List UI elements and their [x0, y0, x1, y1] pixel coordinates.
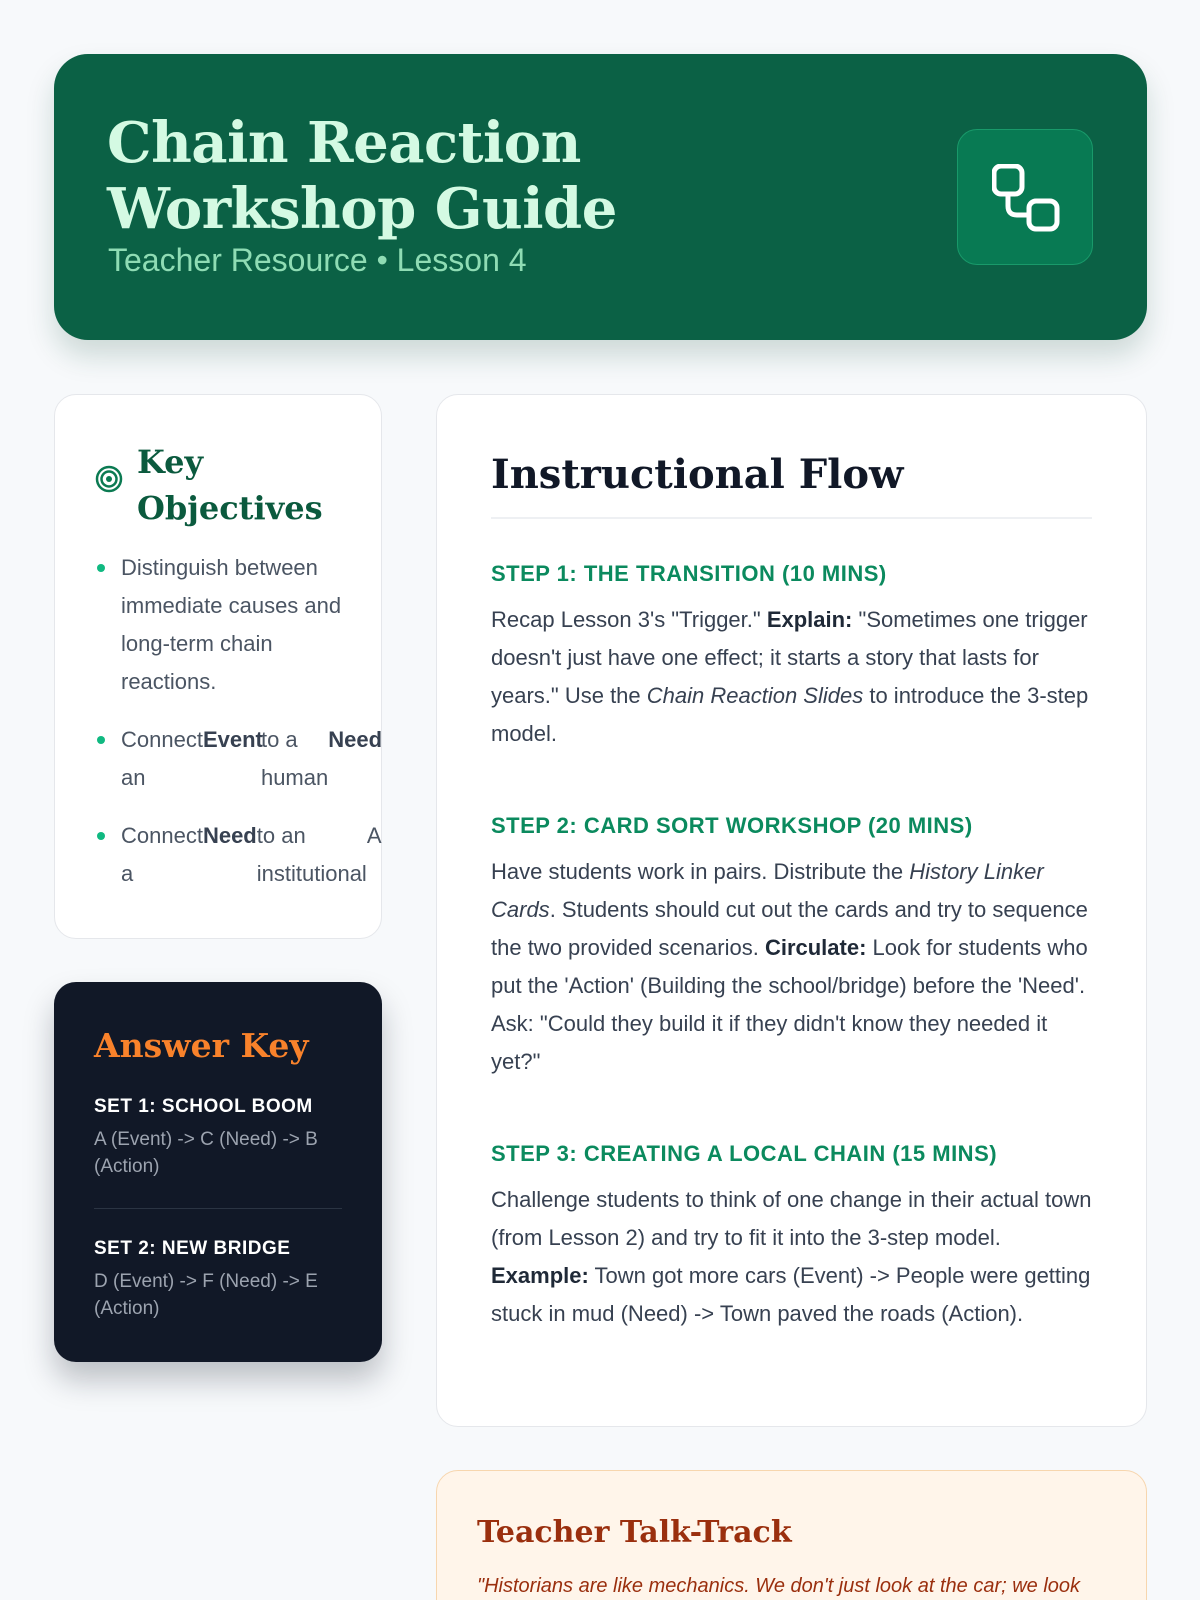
- answer-key-title: Answer Key: [94, 1026, 309, 1065]
- answer-set-value: D (Event) -> F (Need) -> E (Action): [94, 1271, 318, 1319]
- instructional-flow-card: [436, 394, 1147, 1427]
- objective-term: Need: [328, 727, 383, 752]
- step-2: [491, 813, 1095, 1081]
- page-subtitle: Teacher Resource • Lesson 4: [108, 242, 527, 278]
- objective-item: [95, 721, 383, 797]
- answer-key-card: [54, 982, 382, 1362]
- answer-set-label: SET 1: SCHOOL BOOM: [94, 1096, 313, 1117]
- objectives-list: [95, 549, 383, 913]
- talk-track-title: Teacher Talk-Track: [477, 1515, 792, 1550]
- step-heading: STEP 2: CARD SORT WORKSHOP (20 MINS): [491, 813, 973, 838]
- objectives-header: [95, 439, 337, 531]
- answer-set-label: SET 2: NEW BRIDGE: [94, 1238, 291, 1259]
- objective-item: Distinguish between immediate causes and long-term chain reactions.: [95, 549, 367, 701]
- objective-item: [95, 817, 382, 893]
- header-banner: [54, 54, 1147, 340]
- answer-divider: [94, 1208, 342, 1209]
- objective-text: to a human: [260, 727, 329, 790]
- objective-term: A: [366, 823, 382, 848]
- step-1: [491, 561, 1095, 753]
- talk-track-quote: "Historians are like mechanics. We don't just look at the car; we look: [477, 1575, 1081, 1597]
- objective-text: Connect a: [121, 823, 203, 886]
- objective-term: Need: [202, 823, 257, 848]
- objectives-title: Key Objectives: [137, 443, 323, 527]
- answer-set-value: A (Event) -> C (Need) -> B (Action): [94, 1129, 318, 1177]
- step-heading: STEP 3: CREATING A LOCAL CHAIN (15 MINS): [491, 1141, 998, 1166]
- step-heading: STEP 1: THE TRANSITION (10 MINS): [491, 561, 887, 586]
- objectives-card: [54, 394, 382, 939]
- flow-title: Instructional Flow: [491, 451, 904, 498]
- objective-text: Connect an: [121, 727, 203, 790]
- chain-link-icon: [992, 164, 1060, 232]
- step-body: Have students work in pairs. Distribute the History Linker Cards. Students should cut out the cards and try to sequence the two provided scenarios. Circulate: Look for students who put the 'Action' (Building the school/bridge) before the 'Need'. Ask: "Could they build it if they didn't know they needed it yet?": [491, 859, 1088, 1074]
- header-badge: [957, 129, 1093, 265]
- step-body: Recap Lesson 3's "Trigger." Explain: "Sometimes one trigger doesn't just have one effect; it starts a story that lasts for years." Use the Chain Reaction Slides to introduce the 3-step model.: [491, 607, 1089, 746]
- step-body: Challenge students to think of one change in their actual town (from Lesson 2) and try to fit it into the 3-step model. Example: Town got more cars (Event) -> People were getting stuck in mud (Need) -> Town paved the roads (Action).: [491, 1187, 1092, 1326]
- answer-set: [94, 1096, 344, 1180]
- talk-track-card: [436, 1470, 1147, 1600]
- step-3: [491, 1141, 1095, 1333]
- objective-term: Event: [202, 727, 263, 752]
- flow-divider: [491, 517, 1092, 519]
- objective-text: to an institutional: [256, 823, 367, 886]
- page-title: Chain Reaction Workshop Guide: [107, 110, 617, 242]
- answer-set: [94, 1238, 344, 1322]
- target-icon: [95, 465, 123, 493]
